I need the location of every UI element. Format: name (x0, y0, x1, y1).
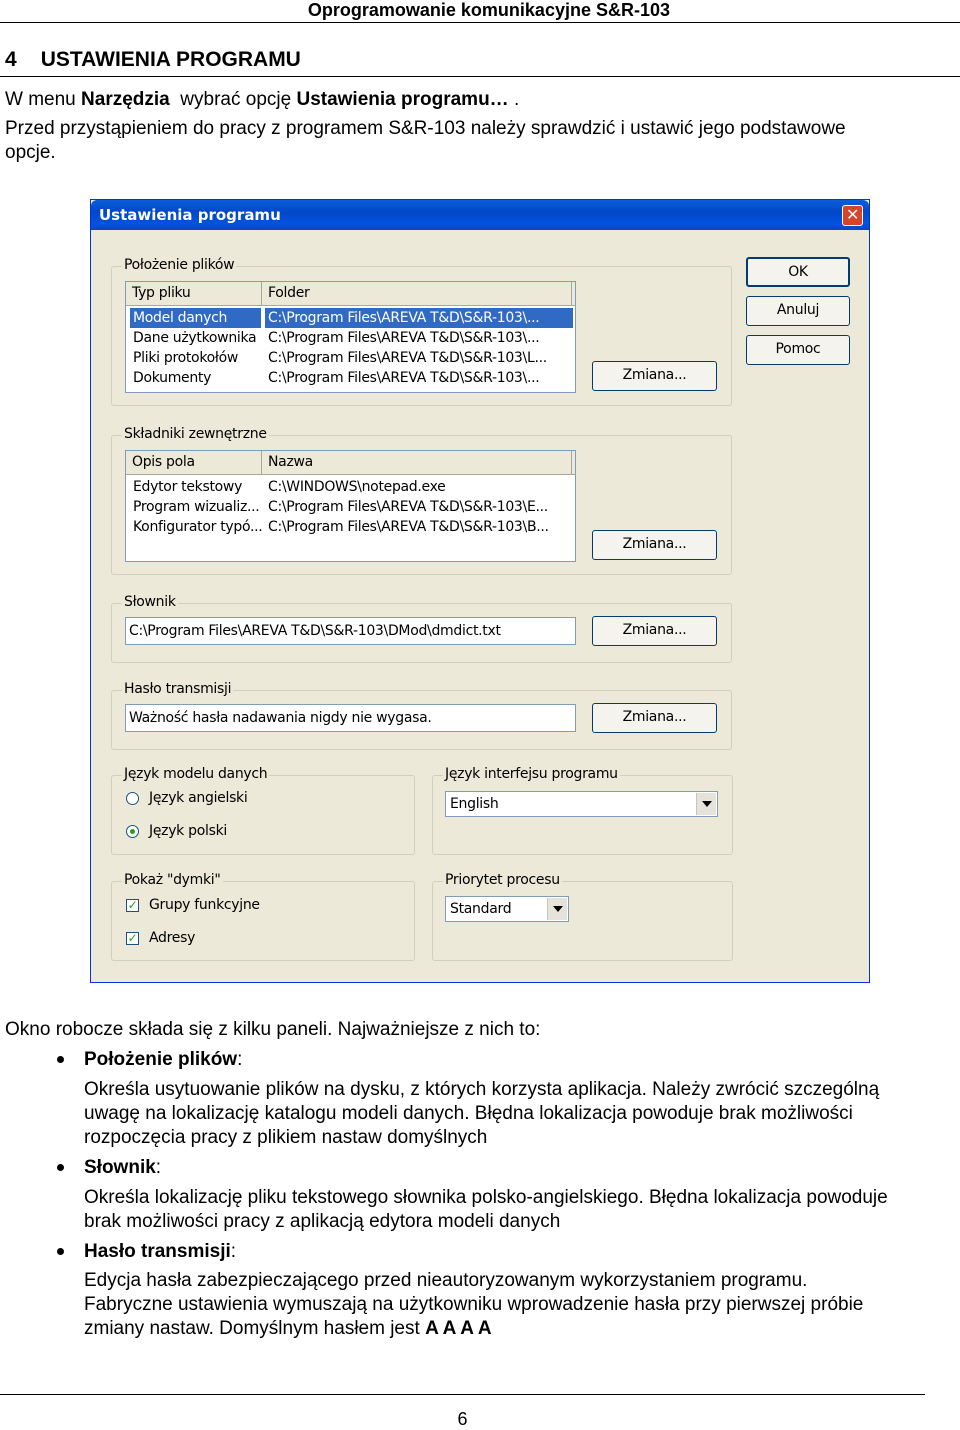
external-components-group (111, 426, 732, 575)
cancel-button[interactable]: Anuluj (746, 296, 850, 326)
list-item[interactable] (126, 497, 576, 517)
header-rule (0, 22, 960, 23)
model-language-group (111, 766, 415, 855)
intro-text: W menu (5, 89, 82, 110)
external-components-label: Składniki zewnętrzne (124, 426, 267, 442)
list-item[interactable] (126, 477, 576, 497)
running-header: Oprogramowanie komunikacyjne S&R-103 (307, 0, 670, 20)
body-line: Określa usytuowanie plików na dysku, z których korzysta aplikacja. Należy zwrócić szczególną (84, 1079, 880, 1100)
ui-language-group (432, 766, 733, 855)
cell-name: C:\Program Files\AREVA T&D\S&R-103\B... (268, 519, 549, 535)
list-item[interactable] (126, 308, 576, 328)
chevron-down-icon[interactable] (547, 898, 567, 920)
change-password-button[interactable]: Zmiana... (592, 703, 717, 733)
cell-type: Dokumenty (133, 370, 212, 386)
help-button[interactable]: Pomoc (746, 335, 850, 365)
external-components-list[interactable] (125, 450, 576, 562)
cell-folder: C:\Program Files\AREVA T&D\S&R-103\... (268, 370, 540, 386)
cell-name: C:\WINDOWS\notepad.exe (268, 479, 446, 495)
section-rule (0, 76, 960, 77)
body-paragraph: Okno robocze składa się z kilku paneli. Najważniejsze z nich to: (5, 1019, 541, 1040)
cell-folder: C:\Program Files\AREVA T&D\S&R-103\... (265, 308, 573, 328)
cell-type: Model danych (130, 308, 261, 328)
change-file-location-button[interactable]: Zmiana... (592, 361, 717, 391)
priority-value: Standard (450, 901, 512, 917)
body-line: rozpoczęcia pracy z plikiem nastaw domyślnych (84, 1127, 488, 1148)
page-number: 6 (457, 1409, 468, 1429)
radio-english-label[interactable]: Język angielski (149, 790, 248, 806)
bullet-icon (57, 1056, 64, 1063)
ok-button[interactable]: OK (746, 257, 850, 287)
password-label: Hasło transmisji (124, 681, 232, 697)
section-heading (5, 48, 301, 72)
list-body (126, 308, 576, 388)
list-item[interactable] (126, 368, 576, 388)
ui-language-select[interactable] (445, 791, 718, 817)
priority-label: Priorytet procesu (445, 872, 560, 888)
priority-select[interactable] (445, 896, 569, 922)
option-name: Ustawienia programu… (296, 89, 514, 110)
column-header[interactable]: Opis pola (126, 451, 262, 474)
tooltips-label: Pokaż "dymki" (124, 872, 221, 888)
intro-text: wybrać opcję (169, 89, 297, 110)
intro-line-3: opcje. (5, 142, 56, 163)
ui-language-value: English (450, 796, 499, 812)
close-icon[interactable]: ✕ (842, 205, 863, 226)
body-text: zmiany nastaw. Domyślnym hasłem jest (84, 1318, 426, 1339)
intro-text: . (513, 89, 520, 110)
body-line: Fabryczne ustawienia wymuszają na użytkowniku wprowadzenie hasła przy pierwszej próbie (84, 1294, 864, 1315)
password-status-field[interactable]: Ważność hasła nadawania nigdy nie wygasa. (125, 704, 576, 732)
default-password: A A A A (425, 1318, 492, 1339)
tooltips-group (111, 872, 415, 961)
checkbox-function-groups[interactable]: ✓ (127, 898, 138, 912)
checkbox-addresses-label[interactable]: Adresy (149, 930, 196, 946)
cell-description: Konfigurator typó... (133, 519, 263, 535)
checkbox-addresses[interactable]: ✓ (127, 931, 138, 945)
footer-rule (0, 1394, 925, 1395)
settings-dialog (90, 199, 870, 983)
radio-english[interactable] (126, 792, 139, 805)
radio-polish-label[interactable]: Język polski (149, 823, 227, 839)
dictionary-group (111, 594, 732, 663)
dialog-titlebar (91, 200, 869, 230)
list-body (126, 477, 576, 537)
chevron-down-icon[interactable] (696, 793, 716, 815)
menu-name: Narzędzia (81, 89, 170, 110)
bullet-icon (57, 1164, 64, 1171)
section-title: USTAWIENIA PROGRAMU (40, 48, 301, 71)
dialog-title: Ustawienia programu (99, 206, 281, 224)
file-locations-group (111, 257, 732, 406)
cell-description: Program wizualiz... (133, 499, 260, 515)
bullet-colon: : (230, 1241, 237, 1262)
cell-description: Edytor tekstowy (133, 479, 243, 495)
cell-folder: C:\Program Files\AREVA T&D\S&R-103\L... (268, 350, 547, 366)
intro-line-1 (5, 88, 519, 112)
column-header[interactable]: Nazwa (262, 451, 572, 474)
list-item[interactable] (126, 348, 576, 368)
body-line: Edycja hasła zabezpieczającego przed nieautoryzowanym wykorzystaniem programu. (84, 1270, 808, 1291)
bullet-title: Hasło transmisji (84, 1241, 231, 1262)
intro-line-2: Przed przystąpieniem do pracy z programem S&R-103 należy sprawdzić i ustawić jego podstawowe (5, 118, 846, 139)
priority-group (432, 872, 733, 961)
bullet-dictionary (84, 1156, 161, 1180)
bullet-file-locations (84, 1048, 242, 1072)
change-external-button[interactable]: Zmiana... (592, 530, 717, 560)
cell-type: Pliki protokołów (133, 350, 238, 366)
ui-language-label: Język interfejsu programu (445, 766, 618, 782)
file-locations-label: Położenie plików (124, 257, 235, 273)
body-line: brak możliwości pracy z aplikacją edytora modeli danych (84, 1211, 561, 1232)
cell-folder: C:\Program Files\AREVA T&D\S&R-103\... (268, 330, 540, 346)
body-line: Określa lokalizację pliku tekstowego słownika polsko-angielskiego. Błędna lokalizacja powoduje (84, 1187, 888, 1208)
radio-polish[interactable] (126, 825, 139, 838)
bullet-title: Słownik (84, 1157, 156, 1178)
change-dictionary-button[interactable]: Zmiana... (592, 616, 717, 646)
section-number: 4 (5, 48, 17, 71)
bullet-title: Położenie plików (84, 1049, 238, 1070)
column-header[interactable]: Typ pliku (126, 282, 262, 305)
password-group (111, 681, 732, 750)
list-header (126, 282, 576, 306)
cell-type: Dane użytkownika (133, 330, 257, 346)
list-item[interactable] (126, 328, 576, 348)
bullet-icon (57, 1248, 64, 1255)
body-line: uwagę na lokalizację katalogu modeli danych. Błędna lokalizacja powoduje brak możliwości (84, 1103, 853, 1124)
dictionary-label: Słownik (124, 594, 176, 610)
cell-name: C:\Program Files\AREVA T&D\S&R-103\E... (268, 499, 548, 515)
body-line (84, 1317, 492, 1341)
dictionary-path-field[interactable]: C:\Program Files\AREVA T&D\S&R-103\DMod\dmdict.txt (125, 617, 576, 645)
bullet-colon: : (237, 1049, 243, 1070)
checkbox-function-groups-label[interactable]: Grupy funkcyjne (149, 897, 260, 913)
bullet-password (84, 1240, 236, 1264)
file-locations-list[interactable] (125, 281, 576, 393)
bullet-colon: : (155, 1157, 162, 1178)
model-language-label: Język modelu danych (124, 766, 268, 782)
list-header (126, 451, 576, 475)
column-header[interactable]: Folder (262, 282, 572, 305)
list-item[interactable] (126, 517, 576, 537)
